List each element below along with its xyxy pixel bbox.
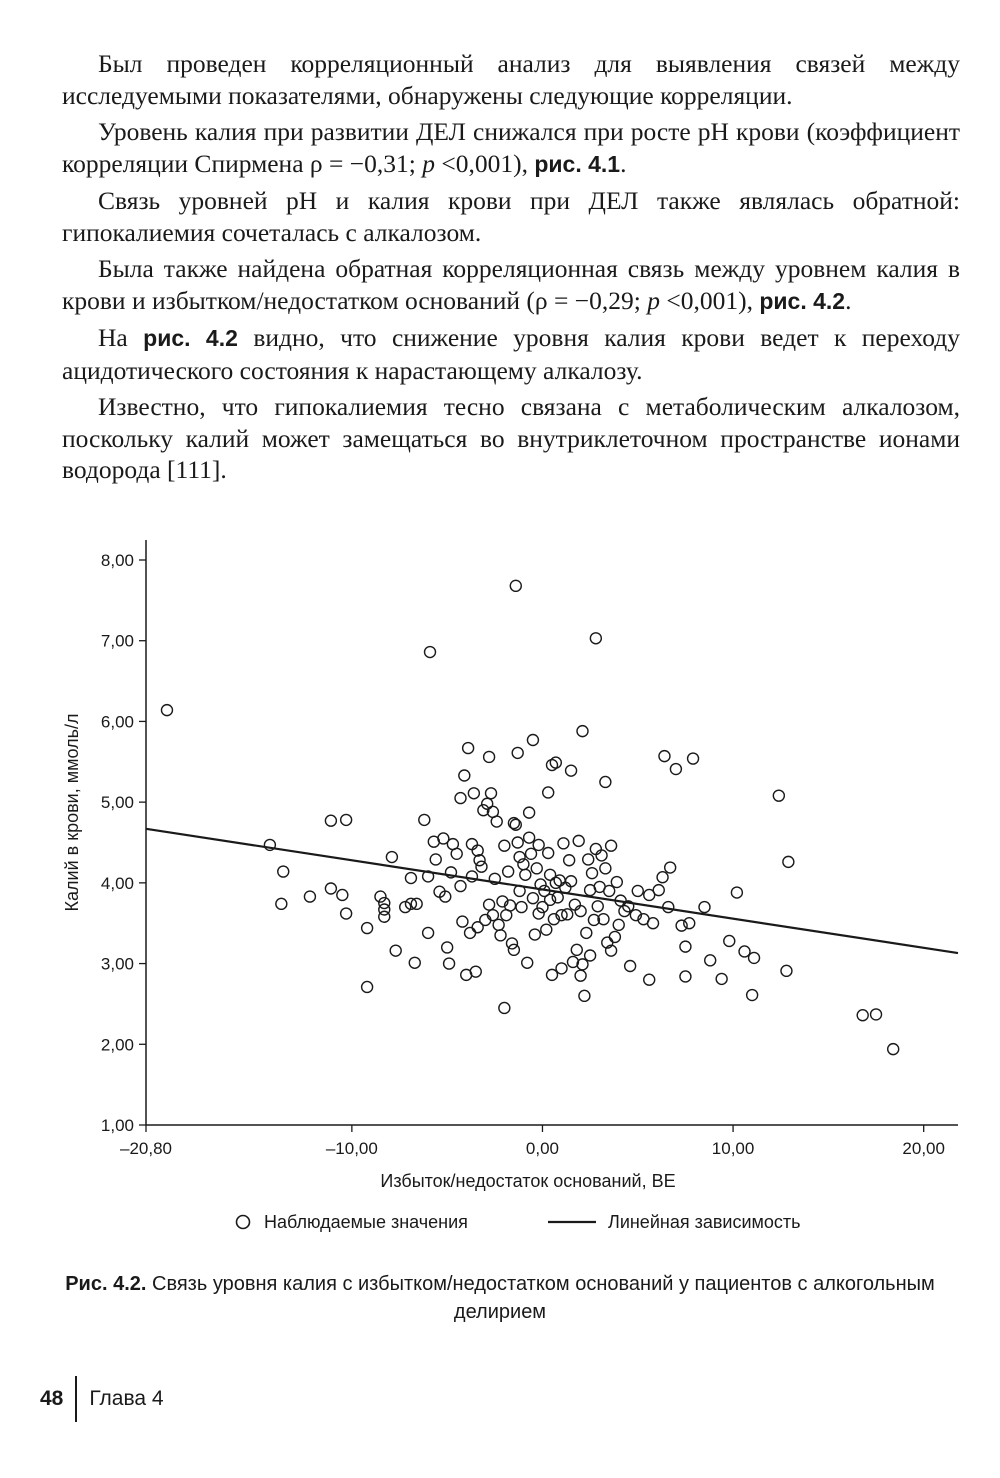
data-point xyxy=(527,734,538,745)
data-point xyxy=(644,974,655,985)
data-point xyxy=(632,885,643,896)
data-point xyxy=(648,918,659,929)
data-point xyxy=(375,891,386,902)
data-point xyxy=(625,960,636,971)
data-point xyxy=(533,839,544,850)
data-point xyxy=(613,919,624,930)
data-point xyxy=(600,776,611,787)
data-point xyxy=(304,891,315,902)
x-tick-label: 20,00 xyxy=(902,1139,945,1158)
data-point xyxy=(341,908,352,919)
data-point xyxy=(739,946,750,957)
legend-line-label: Линейная зависимость xyxy=(608,1212,801,1232)
data-point xyxy=(522,957,533,968)
data-point xyxy=(379,911,390,922)
data-point xyxy=(520,869,531,880)
data-point xyxy=(688,753,699,764)
data-point xyxy=(657,872,668,883)
data-point xyxy=(491,816,502,827)
legend-point-icon xyxy=(237,1216,250,1229)
paragraph-4: Была также найдена обратная корреляционная связь между уровнем калия в крови и избытком/недостатком оснований (ρ = −0,29; p <0,001), рис. 4.2. xyxy=(62,254,960,315)
data-point xyxy=(516,902,527,913)
figure-ref: рис. 4.1 xyxy=(534,150,621,177)
data-point xyxy=(547,760,558,771)
data-point xyxy=(659,751,670,762)
y-tick-label: 7,00 xyxy=(100,631,134,651)
data-point xyxy=(325,883,336,894)
data-point xyxy=(524,807,535,818)
data-point xyxy=(379,898,390,909)
data-point xyxy=(423,927,434,938)
data-point xyxy=(466,839,477,850)
data-point xyxy=(459,770,470,781)
data-point xyxy=(278,866,289,877)
data-point xyxy=(486,788,497,799)
fit-line xyxy=(146,829,958,953)
data-point xyxy=(512,837,523,848)
data-point xyxy=(731,887,742,898)
y-axis xyxy=(101,540,146,1135)
data-point xyxy=(531,863,542,874)
data-point xyxy=(512,747,523,758)
data-point xyxy=(508,944,519,955)
data-point xyxy=(526,848,537,859)
footer-divider xyxy=(75,1376,77,1422)
y-tick-label: 1,00 xyxy=(100,1116,134,1135)
body-text xyxy=(62,48,960,491)
data-point xyxy=(484,751,495,762)
data-point xyxy=(341,814,352,825)
data-point xyxy=(590,843,601,854)
data-point xyxy=(606,840,617,851)
data-point xyxy=(680,941,691,952)
data-point xyxy=(783,856,794,867)
data-point xyxy=(573,835,584,846)
data-point xyxy=(600,863,611,874)
data-point xyxy=(430,854,441,865)
data-point xyxy=(457,916,468,927)
paragraph-5: На рис. 4.2 видно, что снижение уровня калия крови ведет к переходу ацидотического состояния к нарастающему алкалозу. xyxy=(62,323,960,385)
data-point xyxy=(558,838,569,849)
data-point xyxy=(585,950,596,961)
data-point xyxy=(543,847,554,858)
paragraph-6: Известно, что гипокалиемия тесно связана с метаболическим алкалозом, поскольку калий может замещаться во внутриклеточном пространстве ионами водорода [111]. xyxy=(62,392,960,484)
data-point xyxy=(545,894,556,905)
data-point xyxy=(337,889,348,900)
data-point xyxy=(463,743,474,754)
data-point xyxy=(419,814,430,825)
data-point xyxy=(653,885,664,896)
data-point xyxy=(276,898,287,909)
data-point xyxy=(543,787,554,798)
data-point xyxy=(362,923,373,934)
data-point xyxy=(550,757,561,768)
data-point xyxy=(705,955,716,966)
legend-points-label: Наблюдаемые значения xyxy=(264,1212,468,1232)
data-point xyxy=(773,790,784,801)
data-point xyxy=(724,935,735,946)
data-point xyxy=(749,952,760,963)
data-point xyxy=(554,875,565,886)
y-tick-label: 4,00 xyxy=(100,873,134,893)
data-point xyxy=(541,924,552,935)
data-point xyxy=(665,862,676,873)
data-point xyxy=(506,938,517,949)
data-point xyxy=(499,1002,510,1013)
data-point xyxy=(888,1044,899,1055)
data-point xyxy=(592,901,603,912)
y-tick-label: 6,00 xyxy=(100,712,134,732)
data-point xyxy=(781,965,792,976)
data-point xyxy=(444,958,455,969)
data-point xyxy=(581,927,592,938)
paragraph-2: Уровень калия при развитии ДЕЛ снижался при росте рН крови (коэффициент корреляции Спирмена ρ = −0,31; p <0,001), рис. 4.1. xyxy=(62,117,960,178)
data-point xyxy=(590,633,601,644)
data-point xyxy=(575,906,586,917)
data-point xyxy=(533,908,544,919)
data-point xyxy=(405,873,416,884)
data-point xyxy=(857,1010,868,1021)
y-tick-label: 3,00 xyxy=(100,954,134,974)
paragraph-1: Был проведен корреляционный анализ для выявления связей между исследуемыми показателями, обнаружены следующие корреляции. xyxy=(62,49,960,110)
data-point xyxy=(569,899,580,910)
data-point xyxy=(442,942,453,953)
data-point xyxy=(386,852,397,863)
data-point xyxy=(564,855,575,866)
data-point xyxy=(676,920,687,931)
data-point xyxy=(499,840,510,851)
scatter-chart xyxy=(0,520,1000,1240)
x-tick-label: 0,00 xyxy=(525,1139,560,1158)
data-point xyxy=(493,919,504,930)
y-axis-label: Калий в крови, ммоль/л xyxy=(62,713,82,912)
y-tick-label: 2,00 xyxy=(100,1035,134,1055)
data-point xyxy=(455,793,466,804)
caption-label: Рис. 4.2. xyxy=(65,1273,147,1295)
data-point xyxy=(482,798,493,809)
caption-text: Связь уровня калия с избытком/недостатком оснований у пациентов с алкогольным делирием xyxy=(146,1273,935,1323)
data-point xyxy=(529,929,540,940)
data-point xyxy=(587,868,598,879)
data-point xyxy=(547,969,558,980)
data-point xyxy=(503,866,514,877)
figure-caption xyxy=(60,1270,940,1326)
data-point xyxy=(716,973,727,984)
data-point xyxy=(680,971,691,982)
data-point xyxy=(552,892,563,903)
x-axis xyxy=(120,1125,958,1158)
paragraph-3: Связь уровней рН и калия крови при ДЕЛ также являлась обратной: гипокалиемия сочеталась с алкалозом. xyxy=(62,186,960,247)
data-point xyxy=(527,893,538,904)
data-point xyxy=(583,854,594,865)
data-point xyxy=(611,877,622,888)
data-points xyxy=(161,580,898,1054)
data-point xyxy=(871,1009,882,1020)
x-tick-label: –10,00 xyxy=(325,1139,378,1158)
data-point xyxy=(524,832,535,843)
data-point xyxy=(575,970,586,981)
data-point xyxy=(465,927,476,938)
data-point xyxy=(409,957,420,968)
data-point xyxy=(556,963,567,974)
data-point xyxy=(596,850,607,861)
x-tick-label: –20,80 xyxy=(120,1139,172,1158)
data-point xyxy=(468,788,479,799)
data-point xyxy=(566,876,577,887)
data-point xyxy=(484,899,495,910)
x-tick-label: 10,00 xyxy=(711,1139,755,1158)
data-point xyxy=(566,765,577,776)
page-footer xyxy=(40,1376,164,1422)
legend xyxy=(237,1212,801,1232)
data-point xyxy=(390,945,401,956)
data-point xyxy=(451,848,462,859)
data-point xyxy=(362,981,373,992)
data-point xyxy=(571,944,582,955)
page-number: 48 xyxy=(40,1387,64,1410)
data-point xyxy=(425,647,436,658)
figure-ref: рис. 4.2 xyxy=(759,287,846,314)
chapter-title: Глава 4 xyxy=(89,1387,164,1410)
data-point xyxy=(510,580,521,591)
data-point xyxy=(747,990,758,1001)
data-point xyxy=(604,885,615,896)
data-point xyxy=(161,705,172,716)
data-point xyxy=(699,902,710,913)
data-point xyxy=(470,966,481,977)
data-point xyxy=(684,918,695,929)
data-point xyxy=(579,990,590,1001)
data-point xyxy=(455,881,466,892)
x-axis-label: Избыток/недостаток оснований, BE xyxy=(380,1171,676,1191)
figure-ref: рис. 4.2 xyxy=(143,325,238,351)
y-tick-label: 5,00 xyxy=(100,793,134,813)
data-point xyxy=(609,931,620,942)
data-point xyxy=(476,861,487,872)
data-point xyxy=(670,764,681,775)
data-point xyxy=(577,726,588,737)
y-tick-label: 8,00 xyxy=(100,551,134,570)
data-point xyxy=(495,930,506,941)
data-point xyxy=(325,815,336,826)
